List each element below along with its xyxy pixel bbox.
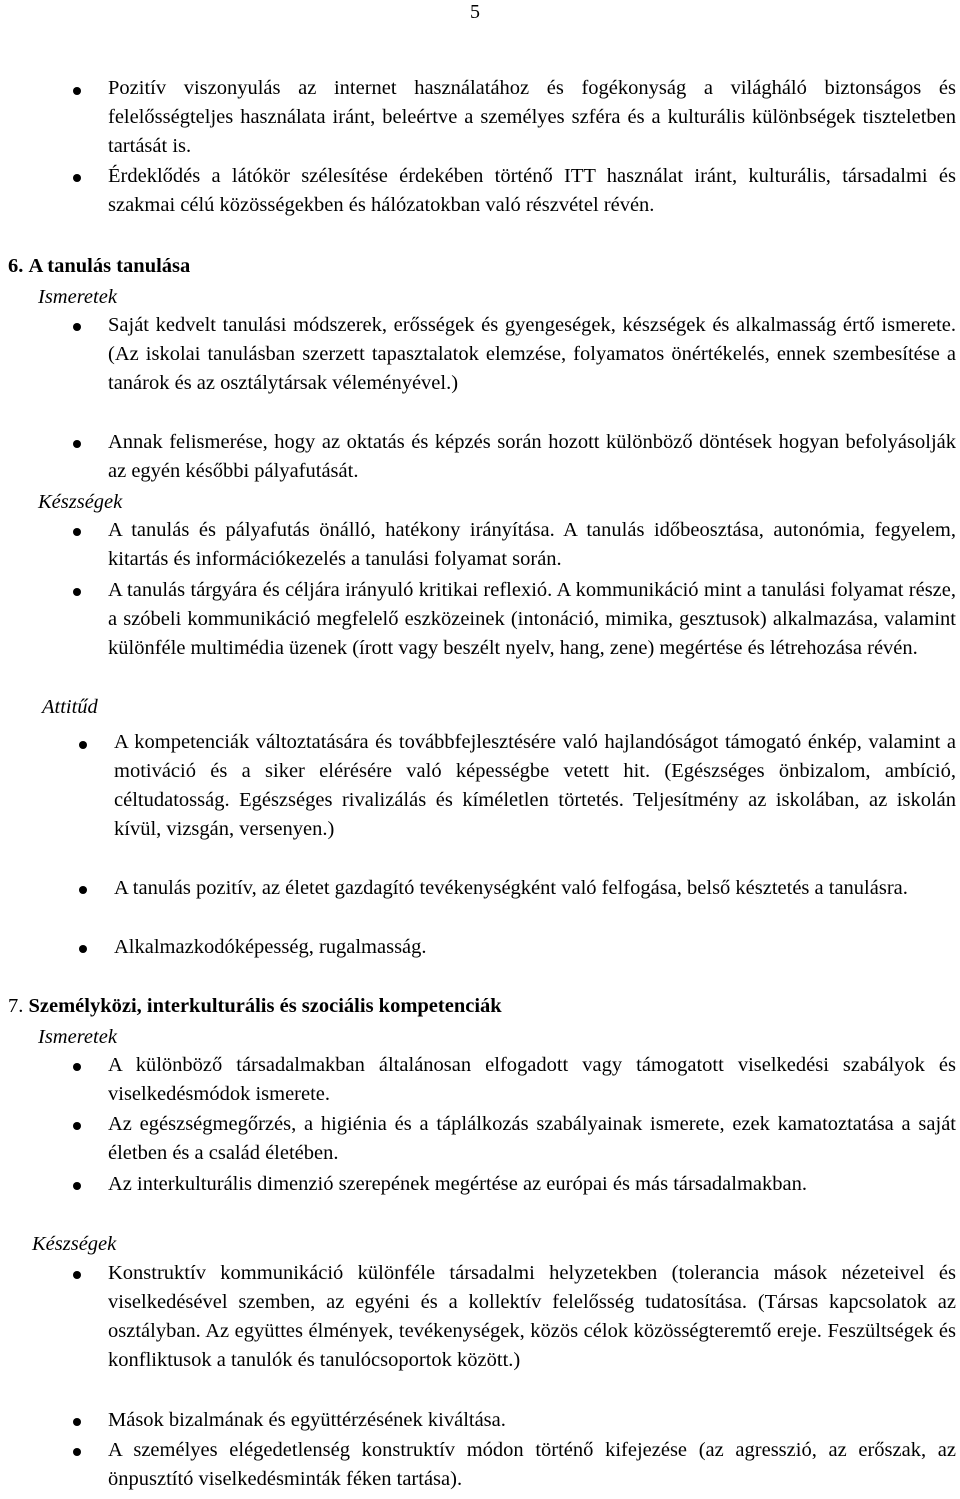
list-item: Annak felismerése, hogy az oktatás és képzés során hozott különböző döntések hogyan befolyásolják az egyén későbbi pályafutását. xyxy=(108,431,956,482)
bullet-icon xyxy=(73,588,81,596)
section-number: 6. xyxy=(8,255,24,277)
list-item: Alkalmazkodóképesség, rugalmasság. xyxy=(114,936,427,958)
bullet-icon xyxy=(73,1418,81,1426)
list-item: A különböző társadalmakban általánosan elfogadott vagy támogatott viselkedési szabályok és viselkedésmódok ismerete. xyxy=(108,1054,956,1105)
bullet-icon xyxy=(73,528,81,536)
subsection-label: Attitűd xyxy=(42,696,98,718)
bullet-icon xyxy=(73,440,81,448)
subsection-label: Ismeretek xyxy=(38,286,117,308)
bullet-icon xyxy=(79,945,87,953)
list-item: Az egészségmegőrzés, a higiénia és a táplálkozás szabályainak ismerete, ezek kamatoztatása a saját életben és a család életében. xyxy=(108,1113,956,1164)
page-number: 5 xyxy=(470,1,480,23)
section-title: Személyközi, interkulturális és szociális kompetenciák xyxy=(28,995,502,1017)
bullet-icon xyxy=(79,886,87,894)
bullet-icon xyxy=(73,1182,81,1190)
bullet-icon xyxy=(79,741,87,749)
section-title: A tanulás tanulása xyxy=(28,255,191,277)
list-item: Az interkulturális dimenzió szerepének megértése az európai és más társadalmakban. xyxy=(108,1173,807,1195)
list-item: Pozitív viszonyulás az internet használatához és fogékonyság a világháló biztonságos és felelősségteljes használata iránt, beleértve a személyes szféra és a kulturális különbségek tiszteletben tartását is. xyxy=(108,77,956,157)
bullet-icon xyxy=(73,87,81,95)
list-item: A tanulás és pályafutás önálló, hatékony irányítása. A tanulás időbeosztása, autonómia, fegyelem, kitartás és információkezelés a tanulási folyamat során. xyxy=(108,519,956,570)
bullet-icon xyxy=(73,1271,81,1279)
list-item: A tanulás tárgyára és céljára irányuló kritikai reflexió. A kommunikáció mint a tanulási folyamat része, a szóbeli kommunikáció megfelelő eszközeinek (intonáció, mimika, gesztusok) alkalmazása, valamint különféle multimédia üzenek (írott vagy beszélt nyelv, hang, zene) megértése és létrehozása révén. xyxy=(108,579,956,659)
list-item: Érdeklődés a látókör szélesítése érdekében történő ITT használat iránt, kulturális, társadalmi és szakmai célú közösségekben és hálózatokban való részvétel révén. xyxy=(108,165,956,216)
list-item: A kompetenciák változtatására és továbbfejlesztésére való hajlandóságot támogató énkép, valamint a motiváció és a siker elérésére való képességbe vetett hit. (Egészséges önbizalom, ambíció, céltudatosság. Egészséges rivalizálás és kíméletlen törtetés. Teljesítmény az iskolában, az iskolán kívül, vizsgán, versenyen.) xyxy=(114,731,956,840)
subsection-label: Készségek xyxy=(38,491,123,513)
list-item: Konstruktív kommunikáció különféle társadalmi helyzetekben (tolerancia mások nézeteivel és viselkedésével szemben, az egyéni és a kollektív felelősség tudatosítása. (Társas kapcsolatok az osztályban. Az együttes élmények, tevékenységek, közös célok közösségteremtő ereje. Feszültségek és konfliktusok a tanulók és tanulócsoportok között.) xyxy=(108,1262,956,1371)
list-item: A személyes elégedetlenség konstruktív módon történő kifejezése (az agresszió, az erőszak, az önpusztító viselkedésminták féken tartása). xyxy=(108,1439,956,1490)
list-item: Saját kedvelt tanulási módszerek, erősségek és gyengeségek, készségek és alkalmasság értő ismerete. (Az iskolai tanulásban szerzett tapasztalatok elemzése, folyamatos önértékelés, ennek szembesítése a tanárok és az osztálytársak véleményével.) xyxy=(108,314,956,394)
section-heading xyxy=(8,252,190,281)
subsection-label: Ismeretek xyxy=(38,1026,117,1048)
bullet-icon xyxy=(73,1063,81,1071)
bullet-icon xyxy=(73,1448,81,1456)
subsection-label: Készségek xyxy=(32,1233,117,1255)
bullet-icon xyxy=(73,1122,81,1130)
list-item: A tanulás pozitív, az életet gazdagító tevékenységként való felfogása, belső késztetés a tanulásra. xyxy=(114,877,908,899)
bullet-icon xyxy=(73,174,81,182)
bullet-icon xyxy=(73,323,81,331)
list-item: Mások bizalmának és együttérzésének kiváltása. xyxy=(108,1409,506,1431)
section-heading xyxy=(8,992,502,1021)
section-number: 7. xyxy=(8,995,24,1017)
